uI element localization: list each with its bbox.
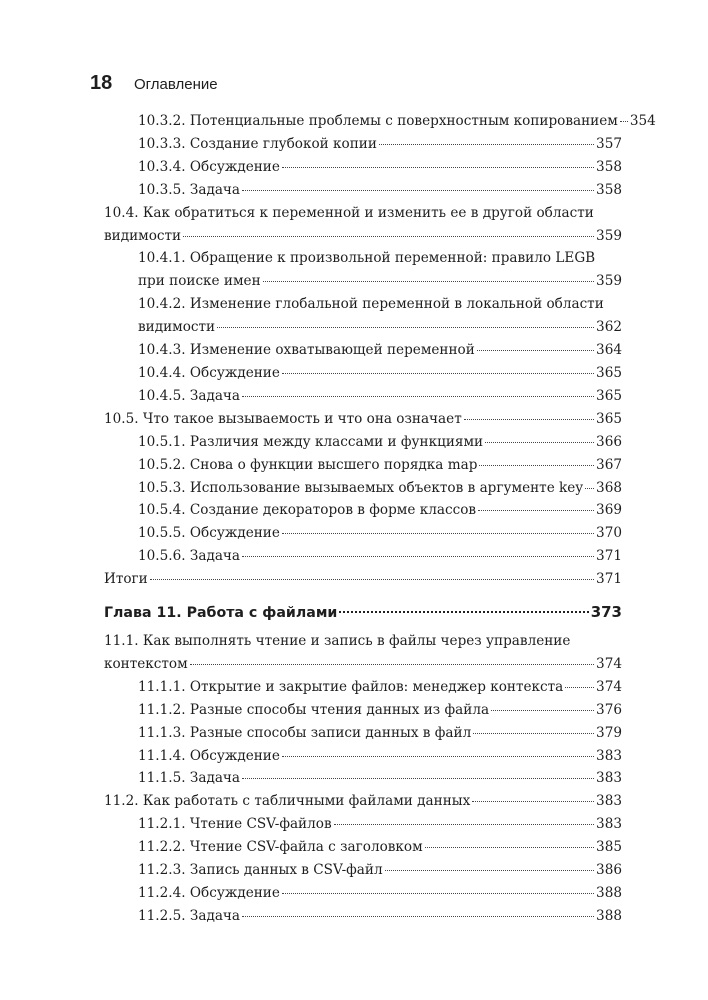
dot-leader (385, 870, 594, 871)
dot-leader (477, 350, 594, 351)
toc-entry[interactable] (138, 859, 622, 882)
toc-page-number: 367 (596, 456, 622, 473)
toc-entry[interactable] (138, 882, 622, 905)
toc-page-number: 373 (590, 603, 622, 622)
toc-page-number: 388 (596, 885, 622, 901)
toc-entry[interactable] (138, 339, 622, 362)
dot-leader (242, 916, 594, 917)
dot-leader (183, 236, 594, 237)
toc-entry[interactable] (138, 247, 622, 293)
toc-page-number: 359 (596, 227, 622, 244)
toc-page-number: 374 (596, 678, 622, 695)
toc-page-number: 369 (596, 502, 622, 519)
toc-entry-title: 11.1.5. Задача (138, 770, 241, 787)
toc-entry-title: при поиске имен (138, 273, 261, 290)
toc-chapter[interactable] (104, 601, 622, 624)
toc-entry-title: видимости (104, 227, 182, 244)
toc-entry[interactable] (104, 790, 622, 813)
toc-entry-title: 10.3.5. Задача (138, 181, 241, 198)
dot-leader (242, 396, 594, 397)
toc-page-number: 374 (596, 655, 622, 672)
toc-entry[interactable] (138, 545, 622, 568)
toc-page-number: 383 (596, 816, 622, 833)
toc-page-number: 365 (596, 364, 622, 381)
toc-entry[interactable] (104, 630, 622, 676)
toc-entry-title: 10.4.4. Обсуждение (138, 364, 280, 381)
toc-entry-title: 10.4.5. Задача (138, 387, 241, 404)
dot-leader (425, 847, 594, 848)
toc-page-number: 368 (596, 479, 622, 496)
page-header (90, 72, 218, 95)
toc-page-number: 357 (596, 135, 622, 152)
toc-entry-title: 10.3.2. Потенциальные проблемы с поверхностным копированием (138, 113, 618, 129)
dot-leader (339, 611, 588, 613)
toc-entry-title: 11.2.3. Запись данных в CSV-файл (138, 862, 383, 879)
toc-page-number: 362 (596, 319, 622, 336)
dot-leader (242, 556, 594, 557)
toc-entry[interactable] (138, 499, 622, 522)
dot-leader (479, 465, 594, 466)
toc-entry-title: 11.1.2. Разные способы чтения данных из файла (138, 701, 490, 718)
toc-page-number: 354 (629, 113, 656, 129)
dot-leader (491, 710, 594, 711)
toc-entry-title: 10.4.3. Изменение охватывающей переменной (138, 342, 475, 359)
toc-entry[interactable] (138, 454, 622, 477)
toc-entry-title: 11.2. Как работать с табличными файлами данных (104, 793, 471, 810)
dot-leader (565, 687, 594, 688)
toc-page-number: 366 (596, 433, 622, 450)
toc-entry-title-first-line: 10.4.2. Изменение глобальной переменной в локальной области (138, 296, 604, 313)
dot-leader (620, 121, 628, 122)
toc-entry-title: 10.5.4. Создание декораторов в форме классов (138, 502, 477, 519)
dot-leader (242, 190, 594, 191)
toc-entry[interactable] (138, 431, 622, 454)
dot-leader (464, 419, 594, 420)
toc-entry-title: 11.1.4. Обсуждение (138, 747, 280, 764)
toc-page-number: 388 (596, 907, 622, 924)
toc-page-number: 379 (596, 724, 622, 741)
dot-leader (379, 144, 594, 145)
toc-entry-title: 10.5. Что такое вызываемость и что она означает (104, 410, 462, 427)
toc-entry-title: 10.5.2. Снова о функции высшего порядка map (138, 456, 478, 473)
toc-page-number: 365 (596, 410, 622, 427)
toc-entry[interactable] (138, 293, 622, 339)
toc-entry-title: Глава 11. Работа с файлами (104, 605, 338, 622)
toc-entry[interactable] (138, 767, 622, 790)
toc-page-number: 376 (596, 701, 622, 718)
dot-leader (282, 167, 594, 168)
toc-entry-title: контекстом (104, 655, 188, 672)
toc-entry-title: 10.5.5. Обсуждение (138, 525, 280, 542)
toc-entry[interactable] (138, 699, 622, 722)
toc-entry[interactable] (138, 477, 622, 500)
toc-entry[interactable] (138, 905, 622, 928)
toc-entry-title: 11.2.4. Обсуждение (138, 885, 280, 901)
toc-entry-title: 11.1.3. Разные способы записи данных в файл (138, 724, 472, 741)
dot-leader (282, 373, 594, 374)
toc-entry[interactable] (138, 836, 622, 859)
toc-entry[interactable] (138, 362, 622, 385)
toc-entry-title: 11.2.2. Чтение CSV-файла с заголовком (138, 839, 423, 856)
toc-entry-title: 11.2.1. Чтение CSV-файлов (138, 816, 332, 833)
toc-entry[interactable] (138, 745, 622, 768)
dot-leader (282, 756, 594, 757)
toc-entry[interactable] (104, 568, 622, 591)
dot-leader (585, 488, 594, 489)
dot-leader (334, 824, 594, 825)
toc-page-number: 358 (596, 181, 622, 198)
toc-page-number: 358 (596, 158, 622, 175)
toc-entry[interactable] (138, 179, 622, 202)
toc-page-number: 370 (596, 525, 622, 542)
dot-leader (478, 510, 594, 511)
toc-page-number: 383 (596, 770, 622, 787)
toc-entry[interactable] (138, 676, 622, 699)
toc-entry-title: 11.2.5. Задача (138, 907, 241, 924)
toc-page-number: 365 (596, 387, 622, 404)
dot-leader (473, 733, 594, 734)
toc-entry-title-first-line: 10.4. Как обратиться к переменной и изменить ее в другой области (104, 204, 594, 221)
dot-leader (282, 533, 594, 534)
toc-entry-title: видимости (138, 319, 216, 336)
dot-leader (242, 778, 594, 779)
toc-page-number: 386 (596, 862, 622, 879)
toc-entry[interactable] (104, 202, 622, 248)
toc-page-number: 359 (596, 273, 622, 290)
dot-leader (485, 442, 594, 443)
toc-entry[interactable] (138, 385, 622, 408)
toc-entry[interactable] (138, 156, 622, 179)
dot-leader (472, 801, 594, 802)
table-of-contents (104, 110, 656, 928)
page-number: 18 (90, 72, 113, 94)
toc-entry-title: 11.1.1. Открытие и закрытие файлов: менеджер контекста (138, 678, 564, 695)
toc-entry[interactable] (138, 110, 656, 133)
toc-entry-title: 10.3.4. Обсуждение (138, 158, 280, 175)
toc-entry[interactable] (138, 813, 622, 836)
running-title: Оглавление (134, 76, 218, 93)
toc-entry[interactable] (104, 408, 622, 431)
toc-entry-title: 10.5.3. Использование вызываемых объектов в аргументе key (138, 479, 584, 496)
toc-page-number: 364 (596, 342, 622, 359)
dot-leader (263, 281, 594, 282)
toc-entry-title-first-line: 11.1. Как выполнять чтение и запись в файлы через управление (104, 633, 571, 650)
toc-page-number: 385 (596, 839, 622, 856)
toc-page-number: 371 (596, 548, 622, 565)
toc-entry[interactable] (138, 722, 622, 745)
dot-leader (217, 327, 594, 328)
toc-entry-title: 10.3.3. Создание глубокой копии (138, 135, 377, 152)
toc-page-number: 383 (596, 793, 622, 810)
dot-leader (190, 664, 594, 665)
toc-entry[interactable] (138, 522, 622, 545)
dot-leader (282, 893, 594, 894)
toc-entry-title: Итоги (104, 571, 148, 588)
toc-entry[interactable] (138, 133, 622, 156)
toc-page-number: 383 (596, 747, 622, 764)
toc-page-number: 371 (596, 571, 622, 588)
toc-entry-title-first-line: 10.4.1. Обращение к произвольной переменной: правило LEGB (138, 250, 596, 267)
dot-leader (150, 579, 594, 580)
toc-entry-title: 10.5.6. Задача (138, 548, 241, 565)
toc-entry-title: 10.5.1. Различия между классами и функциями (138, 433, 484, 450)
